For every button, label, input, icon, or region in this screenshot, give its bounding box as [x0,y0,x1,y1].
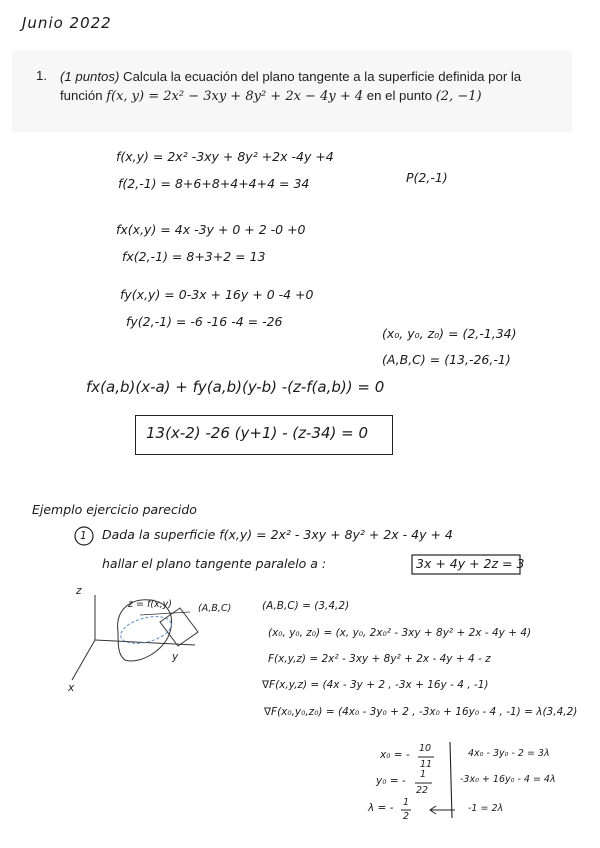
f-evaluation: f(2,-1) = 8+6+8+4+4+4 = 34 [118,176,310,191]
f-definition: f(x,y) = 2x² -3xy + 8y² +2x -4y +4 [116,149,334,164]
tangent-plane-formula: fx(a,b)(x-a) + fy(a,b)(y-b) -(z-f(a,b)) = 0 [86,378,385,396]
sketch-y-label: y [172,651,179,663]
system-divider [450,742,452,818]
similar-eq-4: ∇F(x,y,z) = (4x - 3y + 2 , -3x + 16y - 4 , -1) [262,679,489,691]
fy-definition: fy(x,y) = 0-3x + 16y + 0 -4 +0 [120,287,314,302]
problem-text-b: función [60,88,107,103]
problem-points: (1 puntos) [60,69,120,84]
sketch-normal-label: (A,B,C) [198,603,232,614]
problem-text-c: en el punto [363,88,436,103]
fx-evaluation: fx(2,-1) = 8+3+2 = 13 [122,249,266,264]
y0-denominator: 22 [416,785,429,796]
similar-heading: Ejemplo ejercicio parecido [32,502,197,517]
similar-eq-5: ∇F(x₀,y₀,z₀) = (4x₀ - 3y₀ + 2 , -3x₀ + 16y₀ - 4 , -1) = λ(3,4,2) [264,706,578,718]
normal-arrow [140,612,190,615]
lambda-denominator: 2 [403,811,410,822]
similar-line-2: hallar el plano tangente paralelo a : [102,556,327,571]
x0-denominator: 11 [420,759,433,770]
similar-eq-2: (x₀, y₀, z₀) = (x, y₀, 2x₀² - 3xy + 8y² + 2x - 4y + 4) [268,627,532,639]
system-row-2: -3x₀ + 16y₀ - 4 = 4λ [460,774,556,785]
lambda-label: λ = - [368,802,394,814]
fy-evaluation: fy(2,-1) = -6 -16 -4 = -26 [126,314,283,329]
sketch-x-label: x [68,682,75,694]
sketch-surface-label: z = f(x,y) [128,599,173,610]
parallel-plane: 3x + 4y + 2z = 3 [416,556,525,571]
point-values: (x₀, y₀, z₀) = (2,-1,34) [382,326,517,341]
similar-line-1: Dada la superficie f(x,y) = 2x² - 3xy + 8y² + 2x - 4y + 4 [102,527,453,542]
result-equation: 13(x-2) -26 (y+1) - (z-34) = 0 [146,424,369,442]
system-row-3: -1 = 2λ [468,803,504,814]
fx-definition: fx(x,y) = 4x -3y + 0 + 2 -0 +0 [116,222,306,237]
y0-label: y₀ = - [376,775,406,787]
y0-numerator: 1 [420,769,427,780]
system-row-1: 4x₀ - 3y₀ - 2 = 3λ [468,748,550,759]
problem-function: f(x, y) = 2x² − 3xy + 8y² + 2x − 4y + 4 [106,89,364,104]
problem-text-a: Calcula la ecuación del plano tangente a la superficie definida por la [119,69,522,84]
x0-numerator: 10 [419,743,432,754]
point-label: P(2,-1) [406,170,448,185]
similar-eq-1: (A,B,C) = (3,4,2) [262,600,350,612]
similar-eq-3: F(x,y,z) = 2x² - 3xy + 8y² + 2x - 4y + 4 - z [268,653,491,665]
lambda-numerator: 1 [403,797,410,808]
abc-values: (A,B,C) = (13,-26,-1) [382,352,511,367]
problem-number: 1. [36,68,47,83]
header-date: Junio 2022 [22,14,112,32]
x-axis [72,640,95,680]
x0-label: x₀ = - [380,749,410,761]
sketch-z-label: z [76,585,82,597]
item-number: 1 [80,530,87,542]
problem-point: (2, −1) [435,89,482,104]
